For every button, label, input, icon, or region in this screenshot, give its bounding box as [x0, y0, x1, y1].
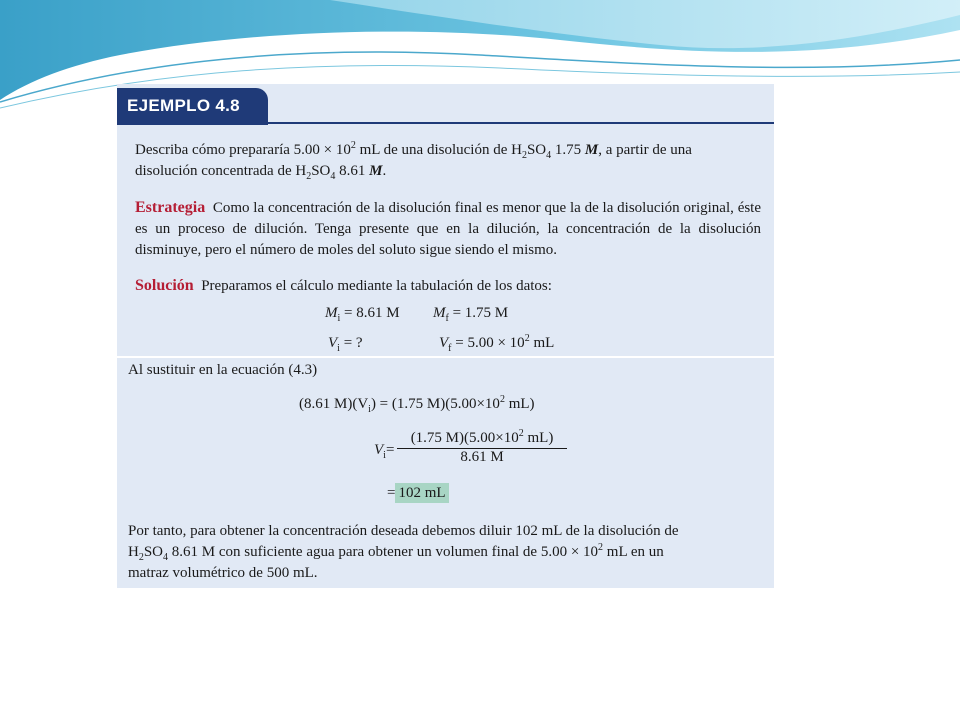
data-mi: $M_i = 8.61$ M	[325, 305, 400, 324]
equation-2-lhs: $V_i=$	[374, 442, 395, 461]
substitute-text: Al sustituir en la ecuación (4.3)	[128, 362, 318, 378]
example-panel-top	[117, 84, 774, 356]
result-highlight: 102 mL	[395, 483, 448, 503]
problem-statement: Describa cómo prepararía $5.00 \times 10^2$ mL de una disolución de $H_2SO_4$ 1.75 M, a partir de una disolución concentrada de $H_2SO_4$ 8.61 M.	[135, 140, 692, 182]
header-rule	[117, 122, 774, 124]
example-title: EJEMPLO 4.8	[127, 96, 240, 115]
equation-1: (8.61 $M)(V_i) = (1.75$ $M)(5.00\times 10^2$ mL)	[299, 394, 535, 415]
example-panel-bottom	[117, 358, 774, 588]
data-vf: $V_f = 5.00 \times 10^2$ mL	[439, 333, 555, 354]
equation-3: = 102 mL	[387, 485, 449, 502]
data-mf: $M_f = 1.75$ M	[433, 305, 509, 324]
solution-text: Preparamos el cálculo mediante la tabulación de los datos:	[201, 278, 552, 294]
data-vi: $V_i$ = ?	[328, 335, 363, 354]
solution-paragraph	[135, 275, 761, 297]
strategy-label: Estrategia	[135, 199, 206, 216]
solution-label: Solución	[135, 277, 194, 294]
strategy-paragraph	[135, 197, 761, 261]
fraction-numerator: (1.75 $M)(5.00\times 10^2$ mL)	[397, 430, 567, 449]
fraction-denominator: 8.61 M	[460, 449, 504, 465]
strategy-text: Como la concentración de la disolución final es menor que la de la disolución original, éste es un proceso de dilución. Tenga presente que en la dilución, la concentración de la disolución disminuye, pero el número de moles del soluto sigue siendo el mismo.	[135, 200, 762, 258]
equation-2-fraction	[397, 430, 567, 466]
example-header	[117, 88, 268, 125]
conclusion-paragraph: Por tanto, para obtener la concentración deseada debemos diluir 102 mL de la disolución de $H_2SO_4$ 8.61 M con suficiente agua para obtener un volumen final de $5.00 \times 10^2$ mL en un matraz volumétrico de 500 mL.	[128, 523, 679, 581]
